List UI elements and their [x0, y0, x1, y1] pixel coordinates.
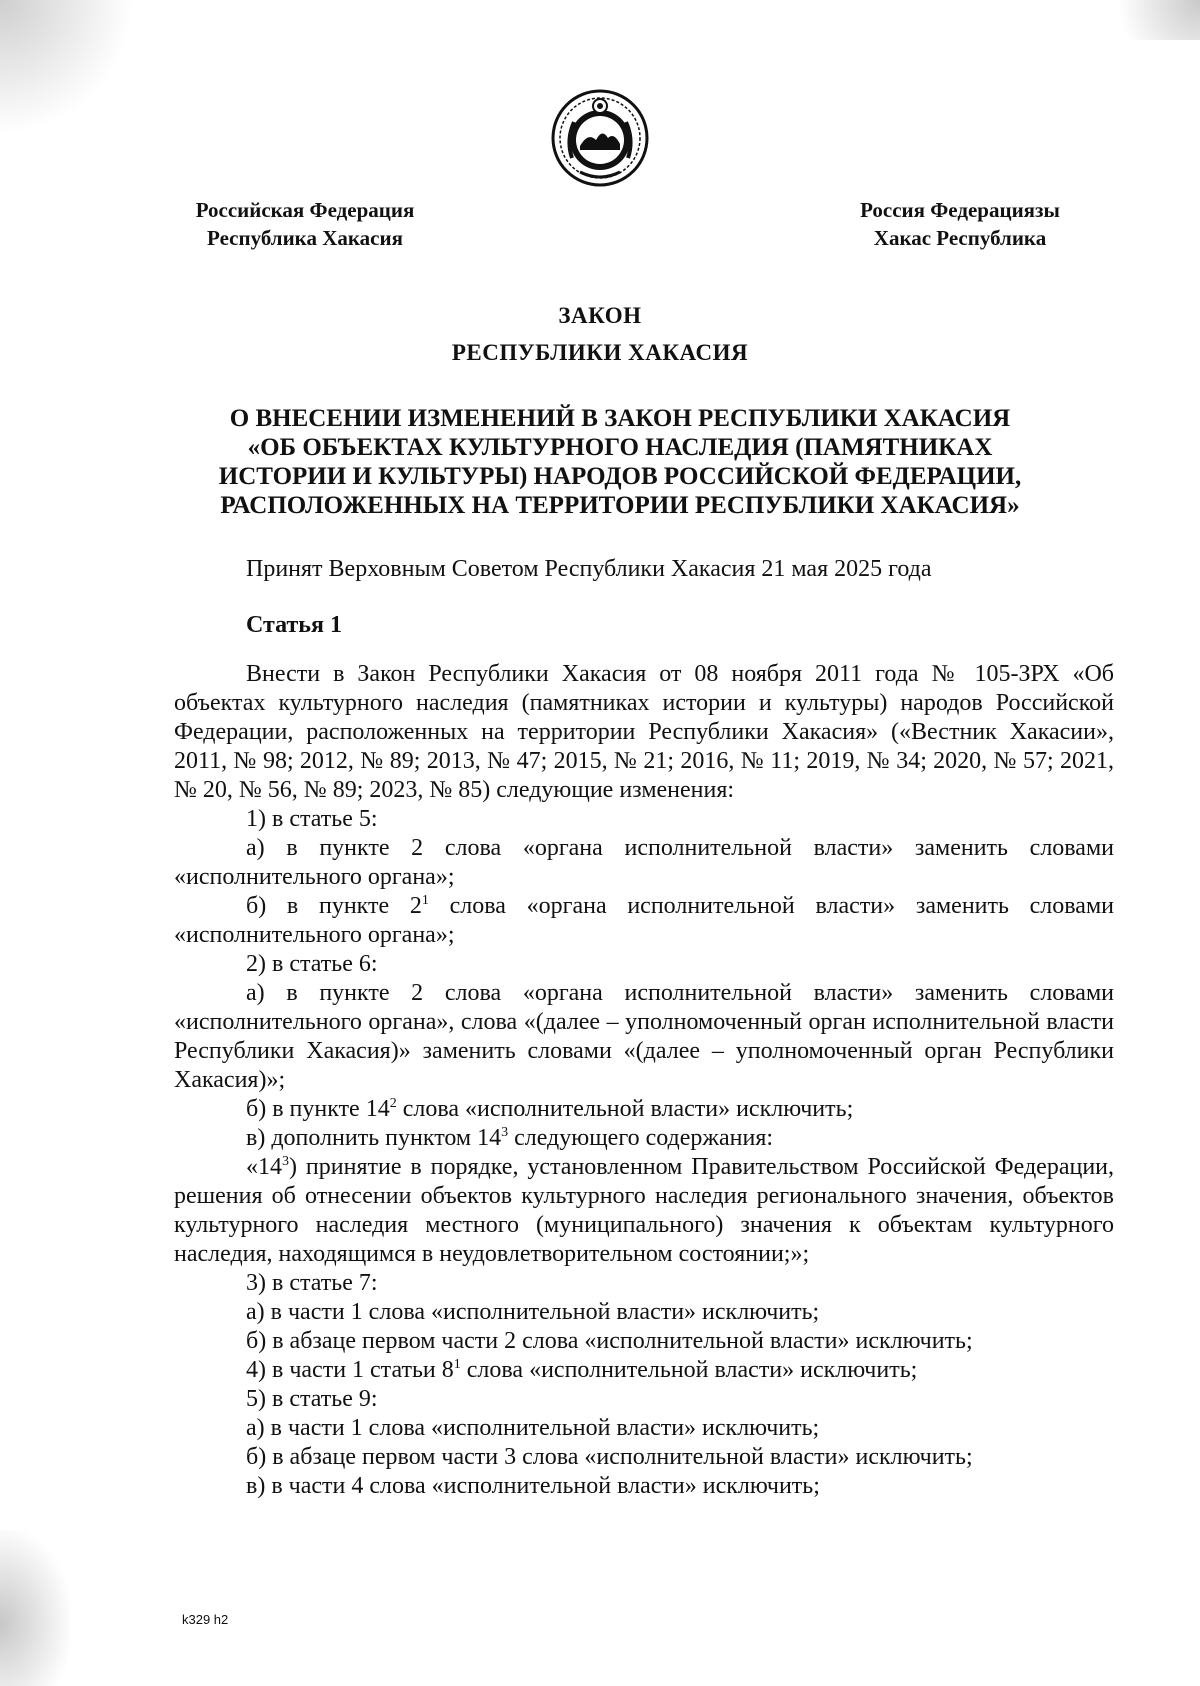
- paragraph: а) в части 1 слова «исполнительной власти» исключить;: [246, 1415, 820, 1441]
- paragraph: а) в пункте 2 слова «органа исполнительной власти» заменить словами «исполнительного органа», слова «(далее – уполномоченный орган исполнительной власти Республики Хакасия)» заменить словами «(далее – уполномоченный орган Республики Хакасия)»;: [174, 980, 1114, 1093]
- coat-of-arms-emblem: [550, 88, 650, 188]
- adoption-note: Принят Верховным Советом Республики Хакасия 21 мая 2025 года: [246, 556, 932, 582]
- paragraph: а) в части 1 слова «исполнительной власти» исключить;: [246, 1299, 820, 1325]
- article-heading: Статья 1: [246, 612, 342, 638]
- article-body: [174, 660, 1114, 1501]
- law-title-line: ИСТОРИИ И КУЛЬТУРЫ) НАРОДОВ РОССИЙСКОЙ ФЕДЕРАЦИИ,: [218, 463, 1022, 490]
- law-title-line: РАСПОЛОЖЕННЫХ НА ТЕРРИТОРИИ РЕСПУБЛИКИ ХАКАСИЯ»: [220, 492, 1020, 519]
- law-heading: ЗАКОН: [558, 303, 642, 328]
- paragraph: 4) в части 1 статьи $8^1$ слова «исполнительной власти» исключить;: [246, 1357, 918, 1383]
- scan-noise-bottom-left: [0, 1530, 70, 1686]
- scan-noise-top-left: [0, 0, 150, 140]
- paragraph: б) в абзаце первом части 3 слова «исполнительной власти» исключить;: [246, 1444, 973, 1470]
- law-title-line: О ВНЕСЕНИИ ИЗМЕНЕНИЙ В ЗАКОН РЕСПУБЛИКИ ХАКАСИЯ: [229, 405, 1011, 432]
- paragraph-quote: «$14^3$) принятие в порядке, установленном Правительством Российской Федерации, решения об отнесении объектов культурного наследия регионального значения, объектов культурного наследия местного (муниципального) значения к объектам культурного наследия, находящимся в неудовлетворительном состоянии;»;: [174, 1154, 1114, 1267]
- header-right-line2: Хакас Республика: [873, 226, 1047, 250]
- paragraph: 5) в статье 9:: [246, 1386, 378, 1412]
- header-right-line1: Россия Федерациязы: [860, 198, 1060, 222]
- paragraph: в) в части 4 слова «исполнительной власти» исключить;: [246, 1473, 820, 1499]
- law-republic-heading: РЕСПУБЛИКИ ХАКАСИЯ: [451, 340, 749, 365]
- header-russian-federation: [170, 196, 440, 252]
- law-title: [160, 404, 1080, 520]
- paragraph: б) в пункте $2^1$ слова «органа исполнительной власти» заменить словами «исполнительного органа»;: [174, 893, 1114, 948]
- paragraph: 3) в статье 7:: [246, 1270, 378, 1296]
- paragraph: 1) в статье 5:: [246, 806, 378, 832]
- scan-noise-top-right: [1090, 0, 1200, 40]
- paragraph: в) дополнить пунктом $14^3$ следующего содержания:: [246, 1125, 774, 1151]
- paragraph: б) в пункте $14^2$ слова «исполнительной власти» исключить;: [246, 1096, 854, 1122]
- law-title-line: «ОБ ОБЪЕКТАХ КУЛЬТУРНОГО НАСЛЕДИЯ (ПАМЯТНИКАХ: [247, 434, 993, 461]
- header-left-line2: Республика Хакасия: [207, 226, 403, 250]
- paragraph-intro: Внести в Закон Республики Хакасия от 08 ноября 2011 года № 105-ЗРХ «Об объектах культурного наследия (памятниках истории и культуры) народов Российской Федерации, расположенных на территории Республики Хакасия» («Вестник Хакасии», 2011, № 98; 2012, № 89; 2013, № 47; 2015, № 21; 2016, № 11; 2019, № 34; 2020, № 57; 2021, № 20, № 56, № 89; 2023, № 85) следующие изменения:: [174, 661, 1114, 803]
- paragraph: а) в пункте 2 слова «органа исполнительной власти» заменить словами «исполнительного органа»;: [174, 835, 1114, 890]
- paragraph: б) в абзаце первом части 2 слова «исполнительной власти» исключить;: [246, 1328, 973, 1354]
- paragraph: 2) в статье 6:: [246, 951, 378, 977]
- header-left-line1: Российская Федерация: [195, 198, 415, 222]
- header-khakas-translation: [830, 196, 1090, 252]
- document-code: k329 h2: [182, 1612, 229, 1627]
